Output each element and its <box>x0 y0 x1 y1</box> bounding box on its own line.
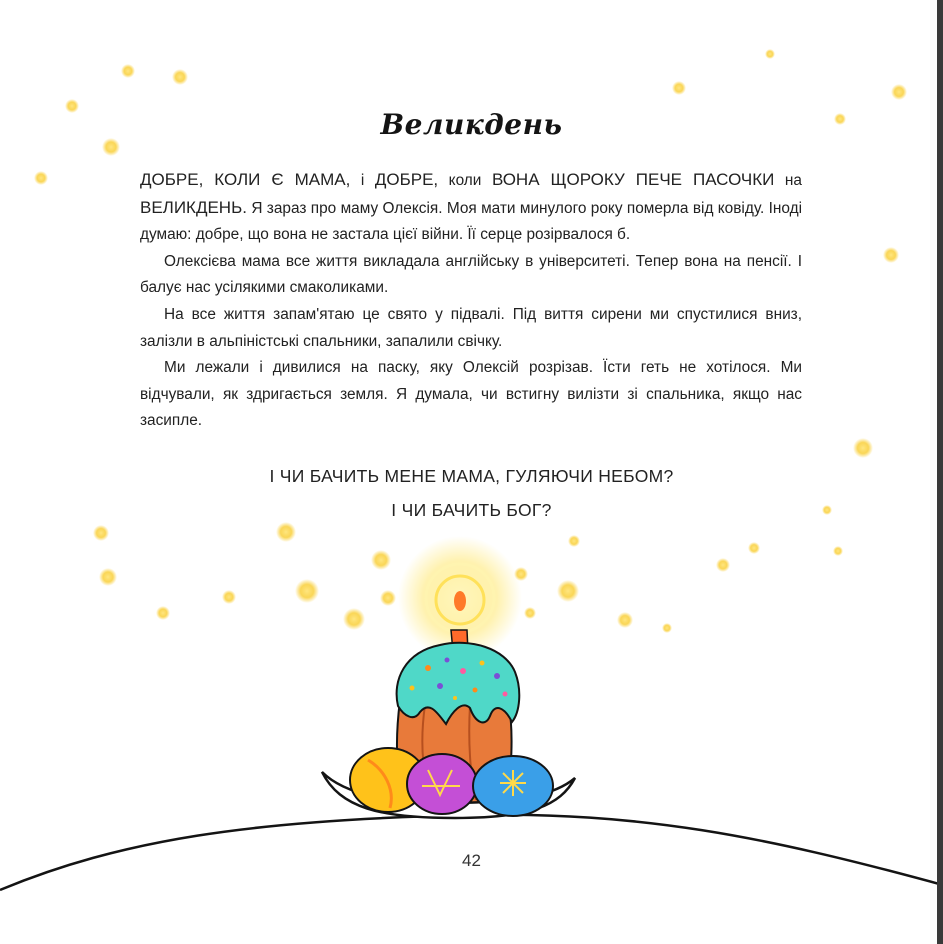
text-fragment: на <box>774 172 802 189</box>
text-fragment: коли <box>438 172 492 189</box>
closing-question-2: І ЧИ БАЧИТЬ БОГ? <box>391 500 552 520</box>
text-fragment: і <box>350 172 375 189</box>
paragraph-2: Олексієва мама все життя викладала англійську в університеті. Тепер вона на пенсії. І балує нас усілякими смаколиками. <box>140 252 802 297</box>
caps-phrase: ВЕЛИКДЕНЬ. <box>140 197 247 217</box>
egg-purple <box>407 754 477 814</box>
flame-core <box>454 591 466 611</box>
page-edge <box>937 0 943 944</box>
page-number: 42 <box>462 851 481 870</box>
story-text <box>140 167 802 435</box>
paragraph-3: На все життя запам'ятаю це свято у підвалі. Під виття сирени ми спустилися вниз, залізли в альпіністські спальники, запалили свічку. <box>140 305 802 350</box>
text-fragment: Я зараз про маму Олексія. Моя мати минулого року померла від ковіду. Іноді думаю: добре, що вона не застала цієї війни. Її серце розірвалося б. <box>140 199 802 244</box>
page-title: Великдень <box>380 108 563 141</box>
paragraph-1 <box>140 167 802 249</box>
caps-phrase: ВОНА ЩОРОКУ ПЕЧЕ ПАСОЧКИ <box>491 170 775 189</box>
closing-question-1: І ЧИ БАЧИТЬ МЕНЕ МАМА, ГУЛЯЮЧИ НЕБОМ? <box>269 466 674 486</box>
caps-phrase: ДОБРЕ, <box>374 170 439 189</box>
paragraph-4: Ми лежали і дивилися на паску, яку Олексій розрізав. Їсти геть не хотілося. Ми відчували, як здригається земля. Я думала, чи встигну вилізти зі спальника, якщо нас засипле. <box>140 359 802 430</box>
caps-phrase: ДОБРЕ, КОЛИ Є МАМА, <box>140 170 351 189</box>
